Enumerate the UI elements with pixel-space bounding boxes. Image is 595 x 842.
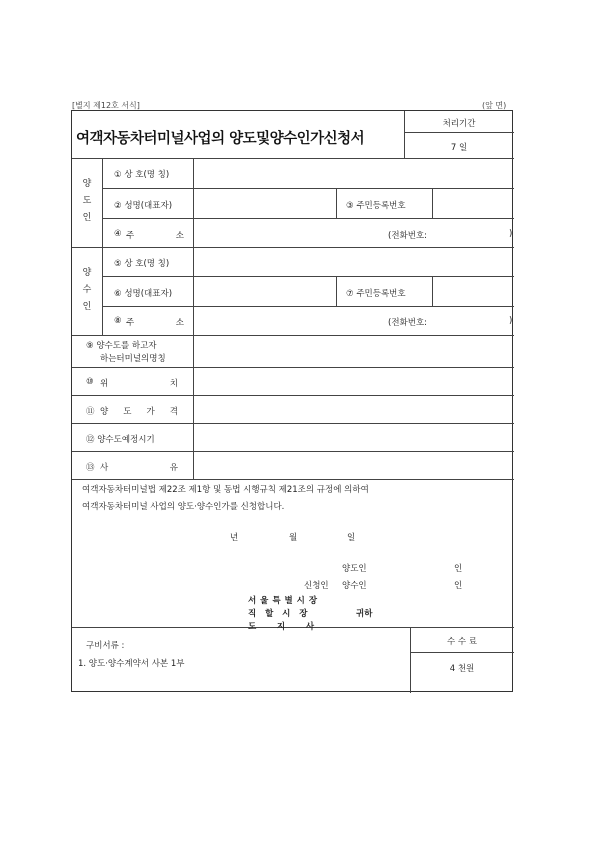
transferor-group-label: 양 도 인 bbox=[82, 179, 92, 223]
recipient-suffix: 귀하 bbox=[356, 609, 373, 619]
transferee-name-label: ⑤ 상 호(명 칭) bbox=[114, 259, 170, 269]
location-label: 위 치 bbox=[100, 379, 178, 389]
scheduled-date-label: ⑫ 양수도예정시기 bbox=[86, 435, 155, 445]
recipient-line2: 직 할 시 장 bbox=[248, 609, 308, 619]
transferor-id-label: ③ 주민등록번호 bbox=[346, 201, 406, 211]
divider bbox=[102, 158, 103, 335]
transferee-group-label: 양 수 인 bbox=[82, 268, 92, 312]
divider bbox=[404, 132, 514, 133]
statement-line1: 여객자동차터미널법 제22조 제1항 및 동법 시행규칙 제21조의 규정에 의하여 bbox=[82, 485, 369, 495]
recipient-line1: 서 울 특 별 시 장 bbox=[248, 596, 318, 606]
divider bbox=[102, 306, 514, 307]
transferor-phone-label: (전화번호: bbox=[388, 231, 428, 241]
fee-value: 4 천원 bbox=[449, 664, 475, 674]
divider bbox=[72, 247, 514, 248]
reason-label: 사 유 bbox=[100, 463, 178, 473]
date-day: 일 bbox=[347, 533, 356, 543]
divider bbox=[72, 335, 514, 336]
divider bbox=[432, 188, 433, 218]
transferor-address-label: 주 소 bbox=[126, 231, 184, 241]
processing-period-label: 처리기간 bbox=[442, 119, 476, 129]
divider bbox=[72, 423, 514, 424]
statement-line2: 여객자동차터미널 사업의 양도·양수인가를 신청합니다. bbox=[82, 502, 285, 512]
terminal-name-label-line2: 하는터미널의명칭 bbox=[100, 354, 166, 364]
attachments-label: 구비서류 : bbox=[86, 641, 125, 651]
divider bbox=[102, 188, 514, 189]
divider bbox=[72, 451, 514, 452]
divider bbox=[336, 188, 337, 218]
applicant-label: 신청인 bbox=[304, 581, 329, 591]
transferee-id-label: ⑦ 주민등록번호 bbox=[346, 289, 406, 299]
divider bbox=[72, 395, 514, 396]
transferee-address-label: 주 소 bbox=[126, 318, 184, 328]
attachment-item-1: 1. 양도·양수계약서 사본 1부 bbox=[78, 659, 185, 669]
transferor-address-number: ④ bbox=[114, 229, 122, 239]
date-month: 월 bbox=[289, 533, 298, 543]
transferor-phone-close: ) bbox=[509, 229, 513, 239]
transferee-address-number: ⑧ bbox=[114, 316, 122, 326]
transferee-rep-label: ⑥ 성명(대표자) bbox=[114, 289, 173, 299]
transferor-signature-label: 양도인 bbox=[342, 564, 367, 574]
page-side-label: (앞 면) bbox=[482, 101, 507, 110]
divider bbox=[102, 276, 514, 277]
transferor-seal-mark: 인 bbox=[454, 564, 463, 574]
transferee-signature-label: 양수인 bbox=[342, 581, 367, 591]
terminal-name-label-line1: ⑨ 양수도를 하고자 bbox=[86, 341, 157, 351]
divider bbox=[336, 276, 337, 306]
reason-number: ⑬ bbox=[86, 463, 95, 473]
transferee-phone-label: (전화번호: bbox=[388, 318, 428, 328]
fee-label: 수 수 료 bbox=[446, 637, 478, 647]
divider bbox=[72, 479, 514, 480]
divider bbox=[72, 367, 514, 368]
transferor-name-label: ① 상 호(명 칭) bbox=[114, 170, 170, 180]
divider bbox=[410, 652, 514, 653]
transferor-rep-label: ② 성명(대표자) bbox=[114, 201, 173, 211]
date-year: 년 bbox=[230, 533, 239, 543]
location-number: ⑩ bbox=[86, 377, 94, 387]
price-label: 양 도 가 격 bbox=[100, 407, 178, 417]
application-form bbox=[71, 110, 513, 692]
divider bbox=[72, 158, 514, 159]
transferee-phone-close: ) bbox=[509, 316, 513, 326]
price-number: ⑪ bbox=[86, 407, 95, 417]
divider bbox=[102, 218, 514, 219]
form-number: [별지 제12호 서식] bbox=[72, 101, 140, 110]
form-title: 여객자동차터미널사업의 양도및양수인가신청서 bbox=[76, 131, 365, 147]
divider bbox=[432, 276, 433, 306]
processing-period-value: 7 일 bbox=[450, 143, 468, 153]
divider bbox=[193, 158, 194, 479]
recipient-line3: 도 지 사 bbox=[248, 622, 315, 632]
transferee-seal-mark: 인 bbox=[454, 581, 463, 591]
